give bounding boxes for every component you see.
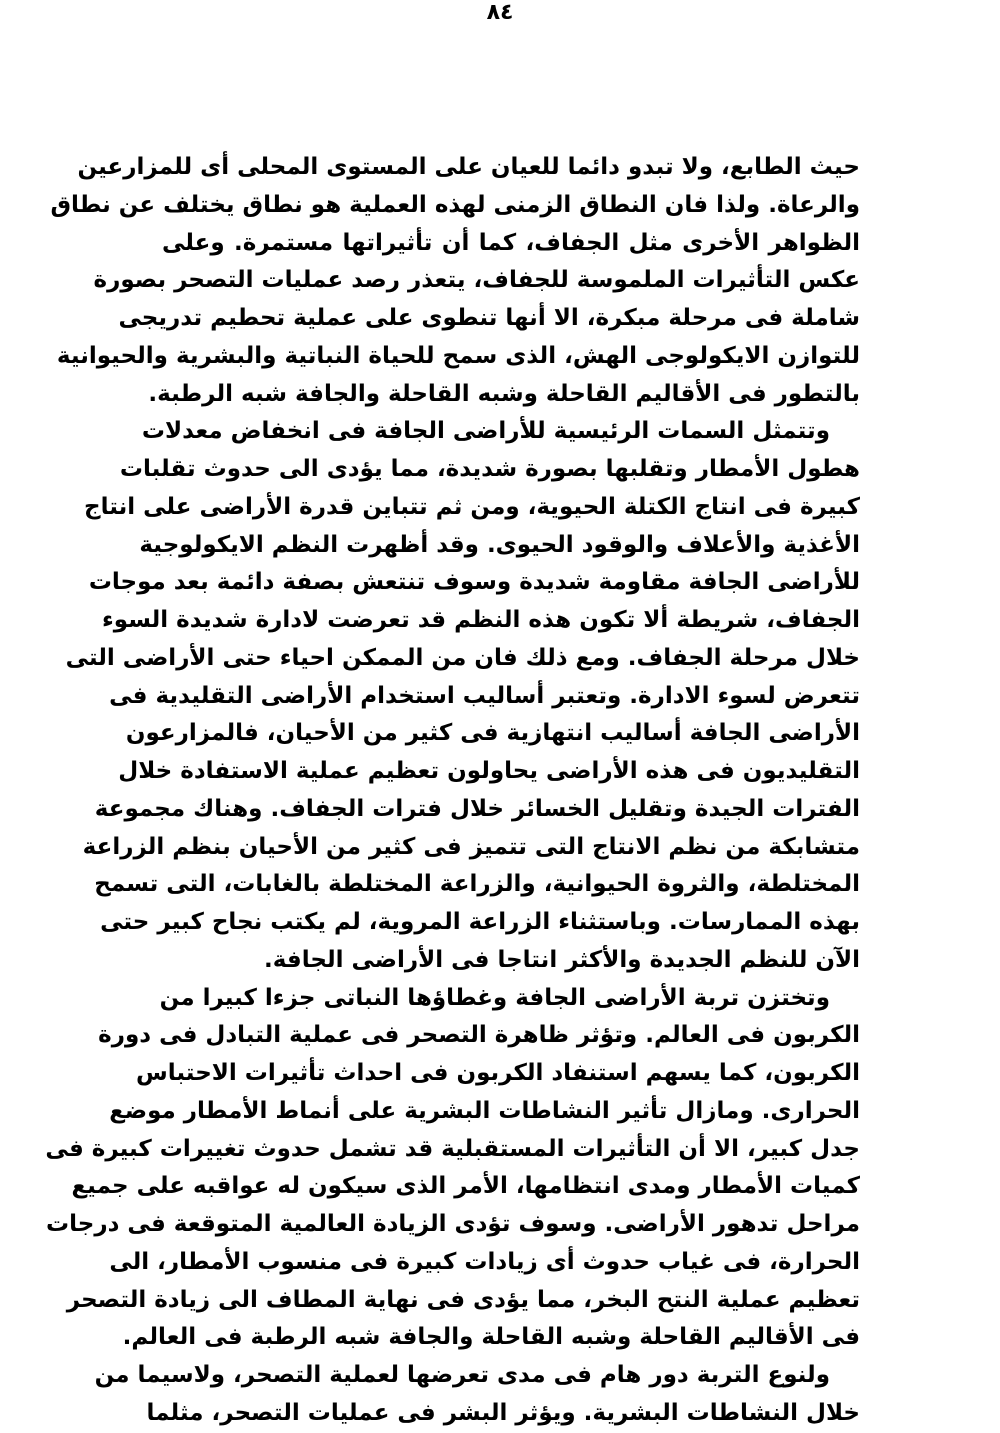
text-line: فى الأقاليم القاحلة وشبه القاحلة والجافة شبه الرطبة فى العالم. <box>122 1324 860 1351</box>
text-line: متشابكة من نظم الانتاج التى تتميز فى كثير من الأحيان بنظم الزراعة <box>82 833 860 860</box>
paragraph-first-line: ولنوع التربة دور هام فى مدى تعرضها لعملية التصحر، ولاسيما من <box>94 1362 830 1388</box>
text-line: تعظيم عملية النتح البخر، مما يؤدى فى نهاية المطاف الى زيادة التصحر <box>66 1286 860 1313</box>
text-line: الأراضى الجافة أساليب انتهازية فى كثير من الأحيان، فالمزارعون <box>125 720 860 747</box>
text-line: والرعاة. ولذا فان النطاق الزمنى لهذه العملية هو نطاق يختلف عن نطاق <box>50 191 860 218</box>
text-line: كبيرة فى انتاج الكتلة الحيوية، ومن ثم تتباين قدرة الأراضى على انتاج <box>84 493 860 520</box>
text-line: تتعرض لسوء الادارة. وتعتبر أساليب استخدام الأراضى التقليدية فى <box>109 682 860 709</box>
text-line: بالتطور فى الأقاليم القاحلة وشبه القاحلة والجافة شبه الرطبة. <box>148 380 860 407</box>
text-line: الظواهر الأخرى مثل الجفاف، كما أن تأثيراتها مستمرة. وعلى <box>162 229 860 256</box>
text-line: خلال مرحلة الجفاف. ومع ذلك فان من الممكن احياء حتى الأراضى التى <box>65 644 860 671</box>
text-line: شاملة فى مرحلة مبكرة، الا أنها تنطوى على عملية تحطيم تدريجى <box>118 305 860 331</box>
text-line: كميات الأمطار ومدى انتظامها، الأمر الذى سيكون له عواقبه على جميع <box>71 1173 860 1200</box>
text-line: الحرارى. ومازال تأثير النشاطات البشرية على أنماط الأمطار موضع <box>109 1097 860 1124</box>
text-line: جدل كبير، الا أن التأثيرات المستقبلية قد تشمل حدوث تغييرات كبيرة فى <box>45 1135 860 1162</box>
text-line: المختلطة، والثروة الحيوانية، والزراعة المختلطة بالغابات، التى تسمح <box>94 871 860 898</box>
text-line: التقليديون فى هذه الأراضى يحاولون تعظيم عملية الاستفادة خلال <box>118 758 860 784</box>
text-line: الجفاف، شريطة ألا تكون هذه النظم قد تعرضت لادارة شديدة السوء <box>102 607 860 633</box>
text-line: عكس التأثيرات الملموسة للجفاف، يتعذر رصد عمليات التصحر بصورة <box>93 267 860 294</box>
text-line: هطول الأمطار وتقلبها بصورة شديدة، مما يؤدى الى حدوث تقلبات <box>119 456 860 482</box>
text-line: خلال النشاطات البشرية. ويؤثر البشر فى عمليات التصحر، مثلما <box>146 1399 860 1426</box>
text-line: حيث الطابع، ولا تبدو دائما للعيان على المستوى المحلى أى للمزارعين <box>77 154 860 180</box>
text-line: الفترات الجيدة وتقليل الخسائر خلال فترات الجفاف. وهناك مجموعة <box>94 795 860 822</box>
paragraph-first-line: وتتمثل السمات الرئيسية للأراضى الجافة فى انخفاض معدلات <box>141 418 830 445</box>
text-line: الحرارة، فى غياب حدوث أى زيادات كبيرة فى منسوب الأمطار، الى <box>109 1248 860 1275</box>
text-line: الأغذية والأعلاف والوقود الحيوى. وقد أظهرت النظم الايكولوجية <box>139 531 860 558</box>
text-line: للأراضى الجافة مقاومة شديدة وسوف تنتعش بصفة دائمة بعد موجات <box>88 569 860 596</box>
text-line: مراحل تدهور الأراضى. وسوف تؤدى الزيادة العالمية المتوقعة فى درجات <box>46 1211 860 1237</box>
text-line: الكربون فى العالم. وتؤثر ظاهرة التصحر فى عملية التبادل فى دورة <box>98 1022 860 1049</box>
text-line: الآن للنظم الجديدة والأكثر انتاجا فى الأراضى الجافة. <box>263 946 860 973</box>
paragraph-first-line: وتختزن تربة الأراضى الجافة وغطاؤها النباتى جزءا كبيرا من <box>159 984 830 1011</box>
text-line: بهذه الممارسات. وباستثناء الزراعة المروية، لم يكتب نجاح كبير حتى <box>100 909 860 935</box>
text-line: للتوازن الايكولوجى الهش، الذى سمح للحياة النباتية والبشرية والحيوانية <box>56 342 860 369</box>
body-text <box>45 149 860 1433</box>
text-line: الكربون، كما يسهم استنفاد الكربون فى احداث تأثيرات الاحتباس <box>136 1060 860 1086</box>
page-number: ٨٤ <box>486 0 514 25</box>
